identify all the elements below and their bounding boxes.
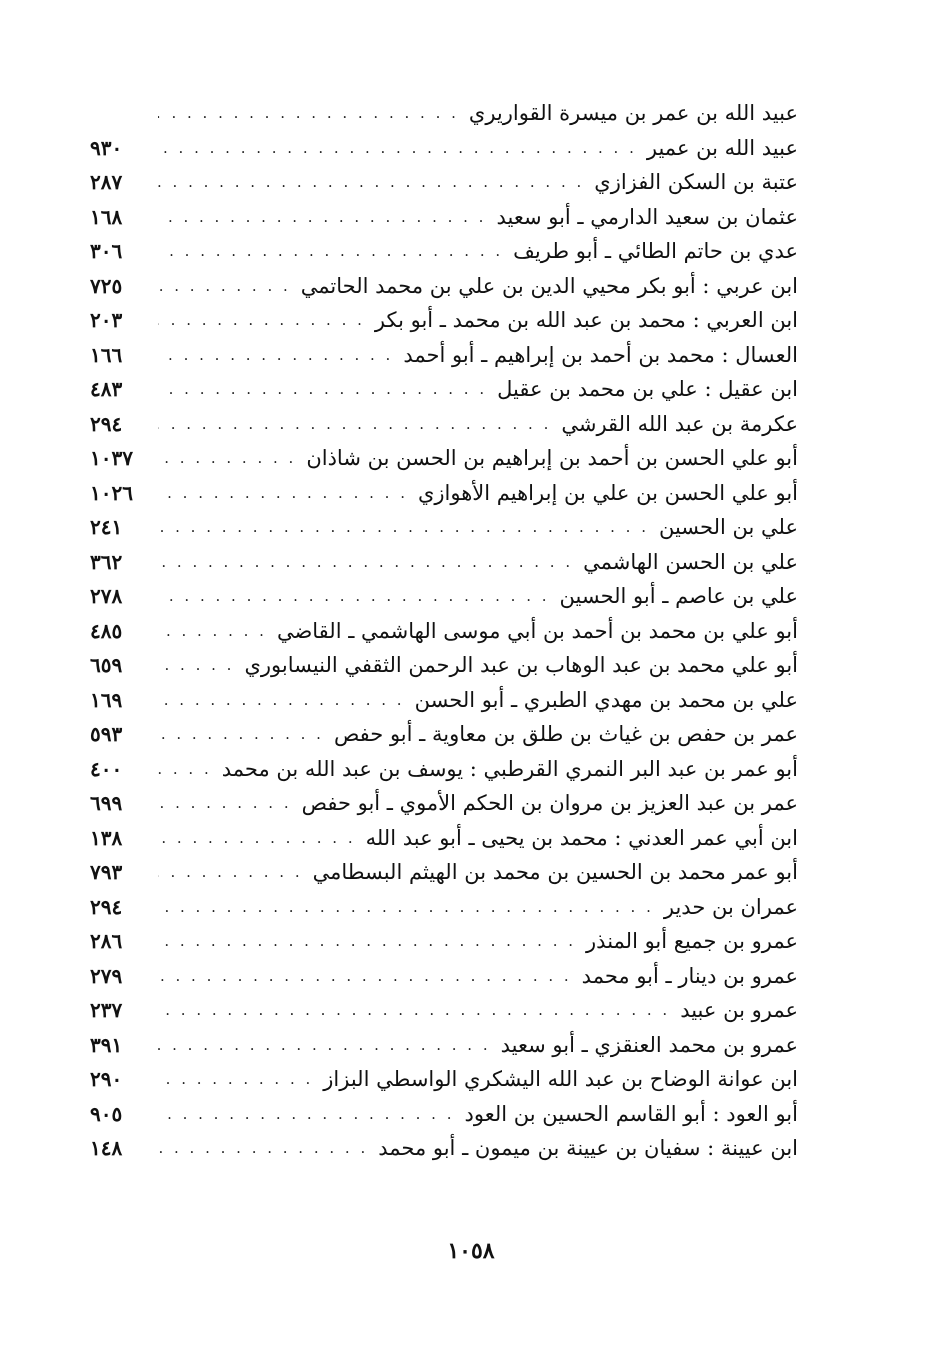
dot-leader <box>158 242 503 260</box>
entry-name: عدي بن حاتم الطائي ـ أبو طريف <box>513 239 798 264</box>
index-entry <box>90 476 798 511</box>
dot-leader <box>158 484 408 502</box>
index-entry <box>90 372 798 407</box>
entry-page-number: ١٤٨ <box>90 1136 123 1161</box>
entry-name: عتبة بن السكن الفزازي <box>594 170 798 195</box>
index-entry <box>90 303 798 338</box>
entry-page-number: ٢٩٤ <box>90 894 123 919</box>
entry-page-number: ٣٩١ <box>90 1032 123 1057</box>
entry-name: أبو علي بن محمد بن أحمد بن أبي موسى الهاشمي ـ القاضي <box>276 618 798 643</box>
dot-leader <box>158 104 459 122</box>
entry-page-number: ٢٧٨ <box>90 584 123 609</box>
dot-leader <box>158 1036 491 1054</box>
dot-leader <box>158 794 292 812</box>
entry-page-number: ٩٣٠ <box>90 135 123 160</box>
index-entry <box>90 1028 798 1063</box>
entry-name: أبو علي الحسن بن علي بن إبراهيم الأهوازي <box>417 480 798 505</box>
index-entry <box>90 614 798 649</box>
dot-leader <box>158 725 324 743</box>
entry-name: علي بن الحسن الهاشمي <box>583 549 798 574</box>
entry-page-number: ٣٦٢ <box>90 549 123 574</box>
index-list <box>90 96 798 1166</box>
entry-page-number: ٢٩٠ <box>90 1067 123 1092</box>
dot-leader <box>158 139 637 157</box>
dot-leader <box>158 553 573 571</box>
dot-leader <box>158 587 550 605</box>
entry-name: علي بن الحسين <box>658 515 798 540</box>
index-entry <box>90 717 798 752</box>
entry-page-number: ٤٨٣ <box>90 377 123 402</box>
dot-leader <box>158 277 291 295</box>
entry-page-number: ٥٩٣ <box>90 722 123 747</box>
entry-page-number: ١٣٨ <box>90 825 123 850</box>
entry-page-number: ٢٣٧ <box>90 998 123 1023</box>
index-entry <box>90 648 798 683</box>
entry-name: عمر بن حفص بن غياث بن طلق بن معاوية ـ أبو حفص <box>333 722 798 747</box>
entry-page-number: ٦٥٩ <box>90 653 123 678</box>
index-entry <box>90 1062 798 1097</box>
index-entry <box>90 890 798 925</box>
entry-page-number: ١٠٣٧ <box>90 446 133 471</box>
entry-name: علي بن محمد بن مهدي الطبري ـ أبو الحسن <box>414 687 798 712</box>
dot-leader <box>158 829 356 847</box>
index-entry <box>90 821 798 856</box>
entry-page-number: ٢٤١ <box>90 515 123 540</box>
entry-name: أبو عمر محمد بن الحسين بن محمد بن الهيثم البسطامي <box>312 860 798 885</box>
entry-name: العسال : محمد بن أحمد بن إبراهيم ـ أبو أحمد <box>403 342 798 367</box>
entry-name: عمرو بن دينار ـ أبو محمد <box>581 963 798 988</box>
entry-page-number: ٤٠٠ <box>90 756 123 781</box>
page-number: ١٠٥٨ <box>447 1238 495 1264</box>
dot-leader <box>158 518 649 536</box>
entry-page-number: ٣٠٦ <box>90 239 123 264</box>
dot-leader <box>158 691 405 709</box>
entry-name: عمرو بن جميع أبو المنذر <box>586 929 798 954</box>
index-entry <box>90 752 798 787</box>
dot-leader <box>158 173 584 191</box>
entry-page-number: ٢٩٤ <box>90 411 123 436</box>
index-entry <box>90 200 798 235</box>
entry-page-number: ٧٩٣ <box>90 860 123 885</box>
entry-page-number: ٩٠٥ <box>90 1101 123 1126</box>
index-entry <box>90 959 798 994</box>
index-entry <box>90 407 798 442</box>
entry-name: ابن أبي عمر العدني : محمد بن يحيى ـ أبو عبد الله <box>365 825 798 850</box>
entry-name: عمر بن عبد العزيز بن مروان بن الحكم الأموي ـ أبو حفص <box>301 791 798 816</box>
entry-name: عمرو بن عبيد <box>680 998 798 1023</box>
dot-leader <box>158 656 234 674</box>
index-entry <box>90 338 798 373</box>
index-entry <box>90 131 798 166</box>
entry-page-number: ١٦٨ <box>90 204 123 229</box>
entry-name: عمرو بن محمد العنقزي ـ أبو سعيد <box>500 1032 798 1057</box>
dot-leader <box>158 898 654 916</box>
dot-leader <box>158 311 365 329</box>
entry-page-number: ١٠٢٦ <box>90 480 133 505</box>
index-entry <box>90 269 798 304</box>
dot-leader <box>158 1070 313 1088</box>
entry-name: ابن عقيل : علي بن محمد بن عقيل <box>497 377 798 402</box>
entry-page-number: ٧٢٥ <box>90 273 123 298</box>
index-entry <box>90 165 798 200</box>
entry-name: أبو العود : أبو القاسم الحسين بن العود <box>464 1101 798 1126</box>
dot-leader <box>158 622 267 640</box>
entry-name: ابن عربي : أبو بكر محيي الدين بن علي بن محمد الحاتمي <box>300 273 798 298</box>
index-entry <box>90 545 798 580</box>
dot-leader <box>158 863 303 881</box>
index-entry <box>90 683 798 718</box>
entry-page-number: ٤٨٥ <box>90 618 123 643</box>
entry-name: ابن العربي : محمد بن عبد الله بن محمد ـ أبو بكر <box>374 308 798 333</box>
entry-name: ابن عوانة الوضاح بن عبد الله اليشكري الواسطي البزاز <box>323 1067 798 1092</box>
dot-leader <box>158 1139 368 1157</box>
index-entry <box>90 579 798 614</box>
index-entry <box>90 96 798 131</box>
index-entry <box>90 234 798 269</box>
index-entry <box>90 441 798 476</box>
entry-page-number: ١٦٦ <box>90 342 123 367</box>
entry-name: أبو علي محمد بن عبد الوهاب بن عبد الرحمن الثقفي النيسابوري <box>244 653 798 678</box>
index-entry <box>90 924 798 959</box>
dot-leader <box>158 380 487 398</box>
entry-name: عبيد الله بن عمر بن ميسرة القواريري <box>468 101 798 126</box>
index-entry <box>90 993 798 1028</box>
entry-name: عمران بن حدير <box>663 894 798 919</box>
entry-name: عكرمة بن عبد الله القرشي <box>561 411 798 436</box>
entry-page-number: ٢٨٧ <box>90 170 123 195</box>
entry-name: عبيد الله بن عمير <box>646 135 798 160</box>
entry-name: ابن عيينة : سفيان بن عيينة بن ميمون ـ أبو محمد <box>378 1136 798 1161</box>
entry-name: عثمان بن سعيد الدارمي ـ أبو سعيد <box>496 204 798 229</box>
entry-page-number: ٢٠٣ <box>90 308 123 333</box>
index-entry <box>90 1131 798 1166</box>
entry-name: علي بن عاصم ـ أبو الحسين <box>559 584 798 609</box>
dot-leader <box>158 932 576 950</box>
dot-leader <box>158 346 393 364</box>
entry-name: أبو علي الحسن بن أحمد بن إبراهيم بن الحسن بن شاذان <box>306 446 798 471</box>
dot-leader <box>158 1105 455 1123</box>
dot-leader <box>158 415 551 433</box>
entry-name: أبو عمر بن عبد البر النمري القرطبي : يوسف بن عبد الله بن محمد <box>221 756 798 781</box>
index-entry <box>90 510 798 545</box>
dot-leader <box>158 760 212 778</box>
index-entry <box>90 786 798 821</box>
dot-leader <box>158 967 572 985</box>
dot-leader <box>158 449 296 467</box>
entry-page-number: ١٦٩ <box>90 687 123 712</box>
index-entry <box>90 855 798 890</box>
entry-page-number: ٦٩٩ <box>90 791 123 816</box>
dot-leader <box>158 1001 670 1019</box>
dot-leader <box>158 208 486 226</box>
entry-page-number: ٢٧٩ <box>90 963 123 988</box>
index-entry <box>90 1097 798 1132</box>
entry-page-number: ٢٨٦ <box>90 929 123 954</box>
